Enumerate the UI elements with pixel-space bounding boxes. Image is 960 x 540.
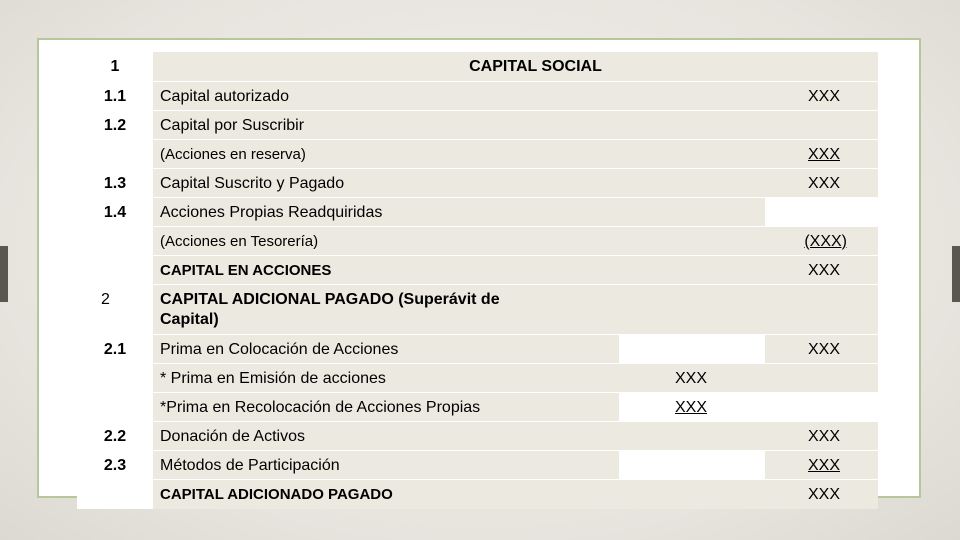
table-row — [77, 81, 878, 111]
row-subtotal — [619, 451, 765, 480]
row-number — [77, 140, 153, 169]
row-label: Capital Suscrito y Pagado — [153, 169, 842, 198]
row-label: (Acciones en reserva) — [153, 140, 842, 169]
row-subtotal: XXX — [619, 364, 765, 393]
row-label: CAPITAL EN ACCIONES — [153, 256, 842, 285]
row-amount — [765, 364, 878, 393]
row-label: CAPITAL ADICIONADO PAGADO — [153, 480, 842, 509]
row-number: 2.1 — [77, 335, 153, 364]
table-header-row — [77, 52, 878, 81]
table-row — [77, 110, 878, 140]
row-number: 1.1 — [77, 82, 153, 111]
row-amount: XXX — [765, 451, 878, 480]
row-amount — [765, 198, 878, 227]
table-row — [77, 255, 878, 285]
row-label: Donación de Activos — [153, 422, 842, 451]
table-row — [77, 450, 878, 480]
row-label: Prima en Colocación de Acciones — [153, 335, 619, 364]
table-row — [77, 168, 878, 198]
header-number: 1 — [77, 52, 153, 81]
row-amount: XXX — [765, 422, 878, 451]
row-number: 1.2 — [77, 111, 153, 140]
right-edge-tab — [952, 246, 960, 302]
row-subtotal: XXX — [619, 393, 765, 422]
row-amount: (XXX) — [765, 227, 878, 256]
row-number — [77, 364, 153, 393]
header-title: CAPITAL SOCIAL — [153, 52, 878, 81]
row-number: 1.4 — [77, 198, 153, 227]
row-amount: XXX — [765, 256, 878, 285]
row-amount: XXX — [765, 480, 878, 509]
row-label: Acciones Propias Readquiridas — [153, 198, 842, 227]
row-number: 1.3 — [77, 169, 153, 198]
row-amount — [765, 285, 878, 335]
table-row — [77, 363, 878, 393]
table-row — [77, 284, 878, 335]
row-amount: XXX — [765, 140, 878, 169]
row-number — [77, 393, 153, 422]
row-amount: XXX — [765, 169, 878, 198]
row-label: Capital por Suscribir — [153, 111, 842, 140]
table-row — [77, 421, 878, 451]
row-amount: XXX — [765, 82, 878, 111]
row-amount — [765, 393, 878, 422]
row-label: Capital autorizado — [153, 82, 842, 111]
left-edge-tab — [0, 246, 8, 302]
row-label: Métodos de Participación — [153, 451, 619, 480]
row-number: 2 — [77, 285, 153, 335]
table-row — [77, 226, 878, 256]
row-number — [77, 227, 153, 256]
row-amount — [765, 111, 878, 140]
row-subtotal — [619, 335, 765, 364]
row-label: (Acciones en Tesorería) — [153, 227, 842, 256]
table-row — [77, 197, 878, 227]
row-number: 2.2 — [77, 422, 153, 451]
row-number — [77, 256, 153, 285]
row-label: *Prima en Recolocación de Acciones Propias — [153, 393, 619, 422]
table-row — [77, 334, 878, 364]
row-number: 2.3 — [77, 451, 153, 480]
row-number — [77, 480, 153, 509]
row-amount: XXX — [765, 335, 878, 364]
row-label: CAPITAL ADICIONAL PAGADO (Superávit de Capital) — [153, 285, 842, 335]
row-label: * Prima en Emisión de acciones — [153, 364, 619, 393]
table-row — [77, 139, 878, 169]
table-row — [77, 479, 878, 509]
table-row — [77, 392, 878, 422]
